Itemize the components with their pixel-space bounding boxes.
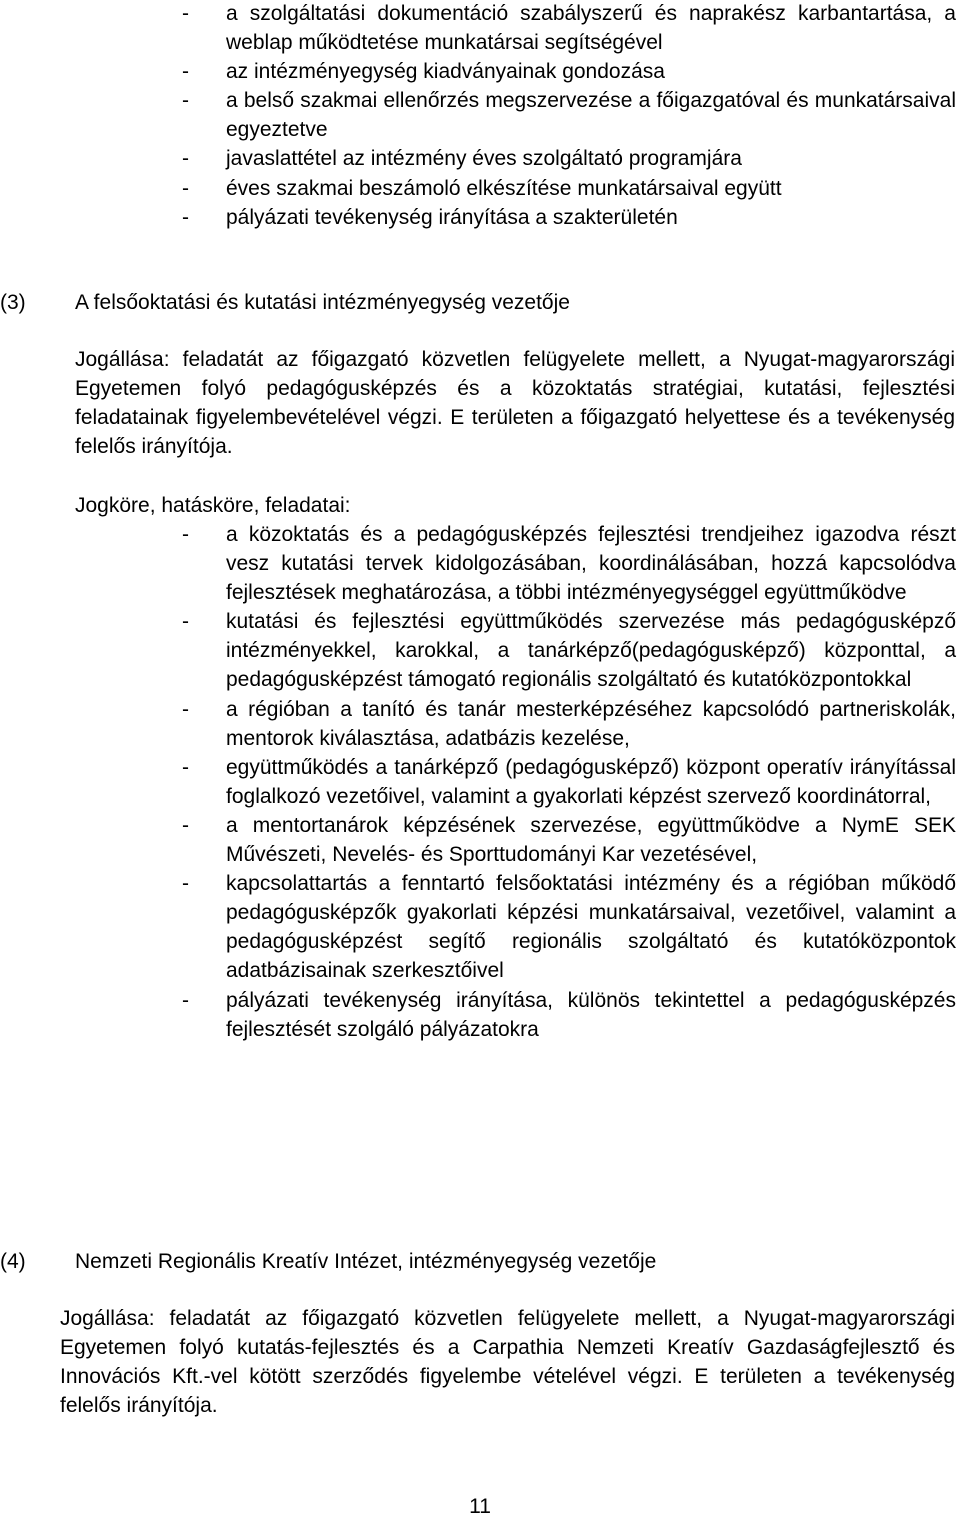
list-item: - pályázati tevékenység irányítása a szakterületén <box>182 203 956 232</box>
section-4-heading <box>0 1247 960 1276</box>
list-item: - kutatási és fejlesztési együttműködés szervezése más pedagógusképző intézményekkel, karokkal, a tanárképző(pedagógusképző) központtal, a pedagógusképzést támogató regionális szolgáltató és kutatóközpontokkal <box>182 607 956 694</box>
section-number: (3) <box>0 291 26 314</box>
list-item: - pályázati tevékenység irányítása, különös tekintettel a pedagógusképzés fejlesztését szolgáló pályázatokra <box>182 986 956 1044</box>
list-item: - éves szakmai beszámoló elkészítése munkatársaival együtt <box>182 174 956 203</box>
list-item: - kapcsolattartás a fenntartó felsőoktatási intézmény és a régióban működő pedagógusképzők gyakorlati képzési munkatársaival, vezetőivel, valamint a pedagógusképzést segítő regionális szolgáltató és kutatóközpontok adatbázisainak szerkesztőivel <box>182 869 956 985</box>
section-3-status-paragraph: Jogállása: feladatát az főigazgató közvetlen felügyelete mellett, a Nyugat-magyarországi Egyetemen folyó pedagógusképzés és a közoktatás stratégiai, kutatási, fejlesztési feladatainak figyelembevételével végzi. E területen a főigazgató helyettese és a tevékenység felelős irányítója. <box>75 348 955 459</box>
list-item: - a közoktatás és a pedagógusképzés fejlesztési trendjeihez igazodva részt vesz kutatási tervek kidolgozásában, koordinálásában, hozzá kapcsolódva fejlesztések meghatározása, a többi intézményegységgel együttműködve <box>182 520 956 607</box>
list-item: - a szolgáltatási dokumentáció szabályszerű és naprakész karbantartása, a weblap működtetése munkatársai segítségével <box>182 0 956 57</box>
section-3-duties-label: Jogköre, hatásköre, feladatai: <box>75 494 351 517</box>
list-item: - együttműködés a tanárképző (pedagógusképző) központ operatív irányítással foglalkozó vezetőivel, valamint a gyakorlati képzést szervező koordinátorral, <box>182 753 956 811</box>
section-number: (4) <box>0 1250 26 1273</box>
list-item: - a belső szakmai ellenőrzés megszervezése a főigazgatóval és munkatársaival egyeztetve <box>182 86 956 144</box>
section-4-status-paragraph: Jogállása: feladatát az főigazgató közvetlen felügyelete mellett, a Nyugat-magyarországi Egyetemen folyó kutatás-fejlesztés és a Carpathia Nemzeti Kreatív Gazdaságfejlesztő és Innovációs Kft.-vel kötött szerződés figyelembe vételével végzi. E területen a tevékenység felelős irányítója. <box>60 1307 955 1418</box>
section-title: A felsőoktatási és kutatási intézményegység vezetője <box>75 291 570 314</box>
page-number: 11 <box>469 1495 491 1518</box>
list-item: - javaslattétel az intézmény éves szolgáltató programjára <box>182 144 956 173</box>
section-3-duty-list <box>182 520 956 1044</box>
list-item: - az intézményegység kiadványainak gondozása <box>182 57 956 86</box>
list-item: - a mentortanárok képzésének szervezése, együttműködve a NymE SEK Művészeti, Nevelés- és Sporttudományi Kar vezetésével, <box>182 811 956 869</box>
section-3-heading <box>0 288 960 317</box>
top-duty-list <box>182 0 956 232</box>
section-title: Nemzeti Regionális Kreatív Intézet, intézményegység vezetője <box>75 1250 657 1273</box>
list-item: - a régióban a tanító és tanár mesterképzéséhez kapcsolódó partneriskolák, mentorok kiválasztása, adatbázis kezelése, <box>182 695 956 753</box>
